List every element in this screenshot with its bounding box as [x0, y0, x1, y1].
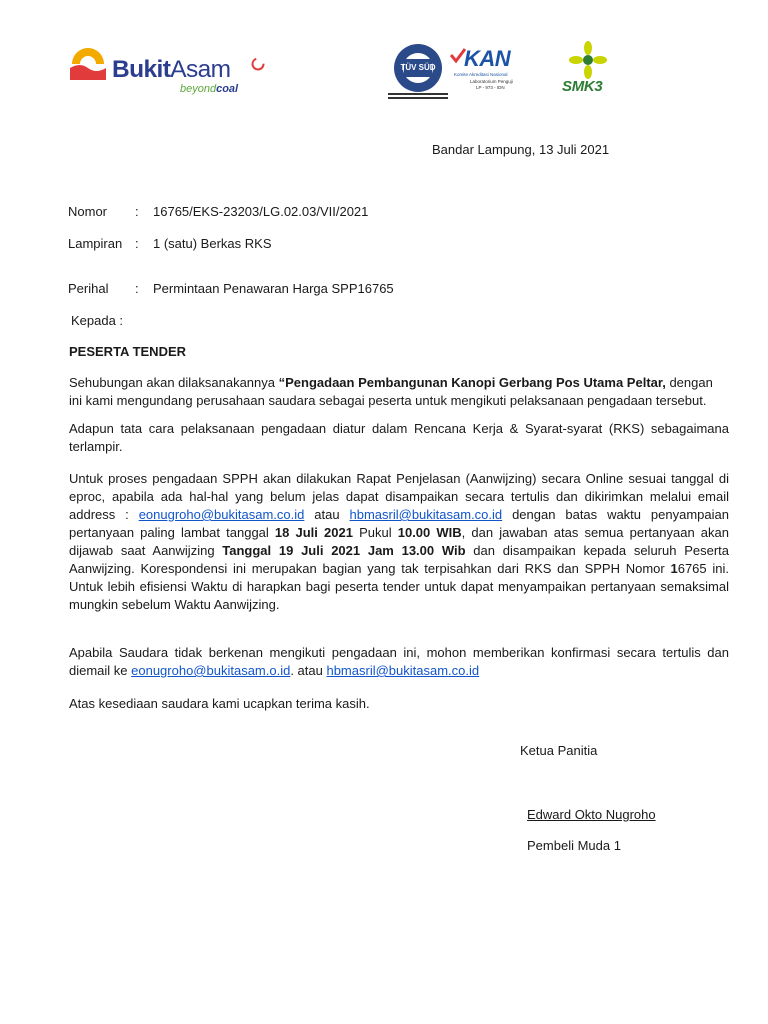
email-link-hbmasril[interactable]: hbmasril@bukitasam.co.id	[349, 507, 503, 522]
smk3-flower-icon	[568, 40, 608, 80]
kan-wordmark: KAN	[464, 46, 511, 71]
bukit-asam-logo	[68, 42, 278, 102]
company-tagline: beyondcoal	[180, 83, 239, 95]
paragraph-4: Apabila Saudara tidak berkenan mengikuti pengadaan ini, mohon memberikan konfirmasi secara tertulis dan diemail ke eonugroho@bukitasam.o.id. atau hbmasril@bukitasam.co.id	[69, 645, 729, 678]
email-link-eonugroho-2[interactable]: eonugroho@bukitasam.o.id	[131, 663, 291, 678]
kepada-label: Kepada :	[71, 313, 124, 328]
certification-logos	[384, 42, 534, 102]
company-wordmark: BukitAsam	[112, 56, 231, 83]
field-sep-perihal: :	[135, 281, 139, 296]
field-label-nomor: Nomor	[68, 204, 108, 219]
email-link-eonugroho[interactable]: eonugroho@bukitasam.co.id	[138, 507, 305, 522]
bukit-asam-emblem-icon	[68, 46, 108, 86]
field-label-perihal: Perihal	[68, 281, 109, 296]
tuv-sud-badge-icon	[384, 42, 450, 102]
paragraph-1-line-1: Sehubungan akan dilaksanakannya “Pengadaan Pembangunan Kanopi Gerbang Pos Utama Peltar, dengan	[69, 375, 713, 390]
paragraph-2: Adapun tata cara pelaksanaan pengadaan diatur dalam Rencana Kerja & Syarat-syarat (RKS) sebagaimana terlampir.	[69, 421, 729, 454]
brand-swirl-icon	[250, 56, 266, 72]
paragraph-3: Untuk proses pengadaan SPPH akan dilakukan Rapat Penjelasan (Aanwijzing) secara Online sesuai tanggal di eproc, apabila ada hal-hal yang belum jelas dapat disampaikan secara tertulis dan dikirimkan melalui email address : eonugroho@bukitasam.co.id atau hbmasril@bukitasam.co.id dengan batas waktu penyampaian pertanyaan paling lambat tanggal 18 Juli 2021 Pukul 10.00 WIB, dan jawaban atas semua pertanyaan akan dijawab saat Aanwijzing Tanggal 19 Juli 2021 Jam 13.00 Wib dan disampaikan kepada seluruh Peserta Aanwijzing. Korespondensi ini merupakan bagian yang tak terpisahkan dari RKS dan SPPH Nomor 16765 ini. Untuk lebih efisiensi Waktu di harapkan bagi peserta tender untuk dapat menyampaikan pertanyaan semaksimal mungkin sebelum Waktu Aanwijzing.	[69, 471, 730, 612]
closing-title: Ketua Panitia	[520, 743, 598, 758]
field-sep-lampiran: :	[135, 236, 139, 251]
kan-lab-label: Laboratorium Penguji	[470, 79, 513, 84]
field-value-nomor: 16765/EKS-23203/LG.02.03/VII/2021	[153, 204, 369, 219]
paragraph-5: Atas kesediaan saudara kami ucapkan terima kasih.	[69, 696, 370, 711]
recipient-heading: PESERTA TENDER	[69, 344, 187, 359]
field-value-perihal: Permintaan Penawaran Harga SPP16765	[153, 281, 394, 296]
paragraph-1-line-2: ini kami mengundang perusahaan saudara sebagai peserta untuk mengikuti pelaksanaan pengadaan tersebut.	[69, 393, 707, 408]
signer-name: Edward Okto Nugroho	[527, 807, 656, 822]
field-sep-nomor: :	[135, 204, 139, 219]
field-value-lampiran: 1 (satu) Berkas RKS	[153, 236, 272, 251]
kan-lab-code: LP - 973 - IDN	[476, 85, 505, 90]
email-link-hbmasril-2[interactable]: hbmasril@bukitasam.co.id	[326, 663, 480, 678]
signer-role: Pembeli Muda 1	[527, 838, 621, 853]
smk3-wordmark: SMK3	[562, 78, 603, 95]
field-label-lampiran: Lampiran	[68, 236, 123, 251]
kan-subtitle: Komite Akreditasi Nasional	[454, 72, 508, 77]
svg-text:TÜV SÜD: TÜV SÜD	[400, 63, 436, 72]
place-date: Bandar Lampung, 13 Juli 2021	[432, 142, 610, 157]
smk3-logo	[558, 40, 622, 100]
